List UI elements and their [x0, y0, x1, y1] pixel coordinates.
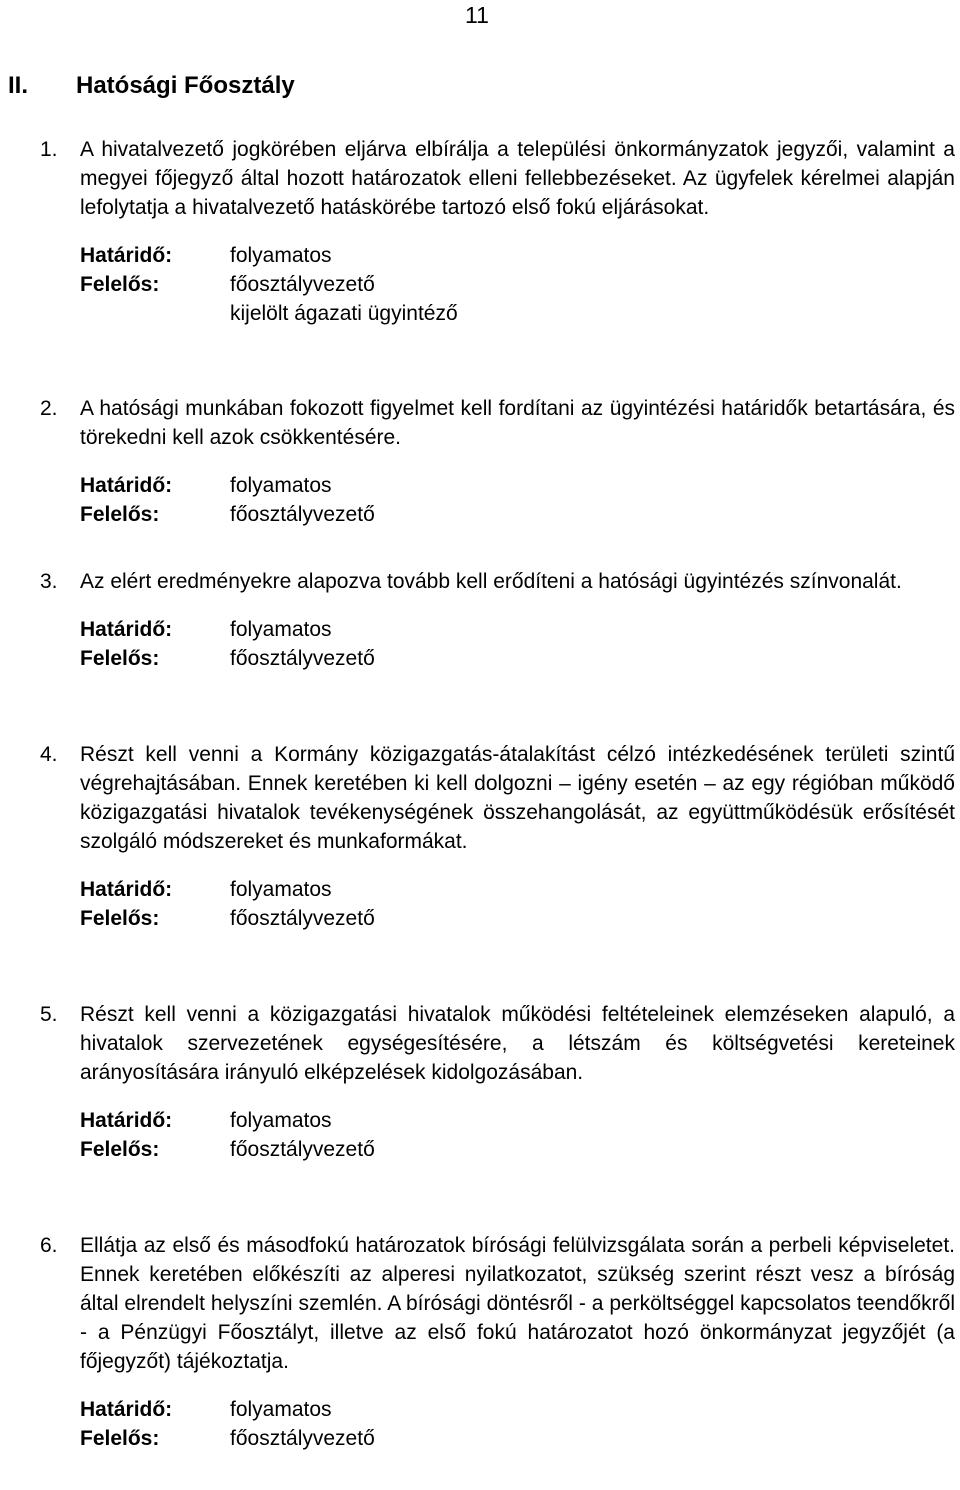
item-meta [80, 615, 955, 673]
item-number: 6. [40, 1234, 58, 1257]
responsible-row [80, 904, 955, 933]
responsible-value: főosztályvezető [230, 907, 375, 930]
section-title: Hatósági Főosztály [76, 72, 295, 99]
item-text: A hatósági munkában fokozott figyelmet kell fordítani az ügyintézési határidők betartására, és törekedni kell azok csökkentésére. [80, 397, 955, 449]
item-number: 5. [40, 1003, 58, 1026]
responsible-row-2 [80, 299, 955, 328]
responsible-label: Felelős: [80, 907, 160, 930]
responsible-label: Felelős: [80, 1138, 160, 1161]
item-meta [80, 1395, 955, 1453]
list-item [40, 567, 955, 673]
responsible-value: főosztályvezető [230, 1138, 375, 1161]
list-item [40, 1231, 955, 1453]
deadline-label: Határidő: [80, 1109, 173, 1132]
responsible-row [80, 1424, 955, 1453]
section-roman-numeral: II. [8, 72, 29, 99]
deadline-label: Határidő: [80, 1398, 173, 1421]
item-meta [80, 875, 955, 933]
deadline-label: Határidő: [80, 474, 173, 497]
item-number: 2. [40, 397, 58, 420]
deadline-value: folyamatos [230, 1109, 332, 1132]
item-meta [80, 471, 955, 529]
page-number: 11 [465, 2, 489, 28]
responsible-value: főosztályvezető [230, 1427, 375, 1450]
deadline-row [80, 1395, 955, 1424]
responsible-value-2: kijelölt ágazati ügyintéző [230, 302, 458, 325]
responsible-label: Felelős: [80, 1427, 160, 1450]
responsible-row [80, 270, 955, 299]
item-text: A hivatalvezető jogkörében eljárva elbírálja a települési önkormányzatok jegyzői, valamint a megyei főjegyző által hozott határozatok elleni fellebbezéseket. Az ügyfelek kérelmei alapján lefolytatja a hivatalvezető hatáskörébe tartozó első fokú eljárásokat. [80, 138, 955, 219]
deadline-row [80, 471, 955, 500]
responsible-label: Felelős: [80, 503, 160, 526]
responsible-label: Felelős: [80, 647, 160, 670]
deadline-value: folyamatos [230, 618, 332, 641]
deadline-value: folyamatos [230, 1398, 332, 1421]
responsible-row [80, 1135, 955, 1164]
item-number: 3. [40, 570, 58, 593]
deadline-label: Határidő: [80, 244, 173, 267]
item-number: 1. [40, 138, 58, 161]
deadline-label: Határidő: [80, 618, 173, 641]
item-text: Ellátja az első és másodfokú határozatok bírósági felülvizsgálata során a perbeli képviseletet. Ennek keretében előkészíti az alperesi nyilatkozatot, szükség szerint részt vesz a bíróság által elrendelt helyszíni szemlén. A bírósági döntésről - a perköltséggel kapcsolatos teendőkről - a Pénzügyi Főosztályt, illetve az első fokú határozatot hozó önkormányzat jegyzőjét (a főjegyzőt) tájékoztatja. [80, 1234, 955, 1373]
responsible-row [80, 500, 955, 529]
item-meta [80, 241, 955, 328]
responsible-value: főosztályvezető [230, 647, 375, 670]
list-item [40, 740, 955, 933]
item-meta [80, 1106, 955, 1164]
deadline-row [80, 615, 955, 644]
deadline-row [80, 875, 955, 904]
deadline-row [80, 1106, 955, 1135]
item-text: Részt kell venni a Kormány közigazgatás-átalakítást célzó intézkedésének területi szintű végrehajtásában. Ennek keretében ki kell dolgozni – igény esetén – az egy régióban működő közigazgatási hivatalok tevékenységének összehangolását, az együttműködésük erősítését szolgáló módszereket és munkaformákat. [80, 743, 955, 853]
deadline-row [80, 241, 955, 270]
responsible-row [80, 644, 955, 673]
list-item [40, 1000, 955, 1164]
deadline-label: Határidő: [80, 878, 173, 901]
item-number: 4. [40, 743, 58, 766]
responsible-value: főosztályvezető [230, 273, 375, 296]
deadline-value: folyamatos [230, 244, 332, 267]
deadline-value: folyamatos [230, 474, 332, 497]
responsible-label: Felelős: [80, 273, 160, 296]
item-text: Az elért eredményekre alapozva tovább kell erődíteni a hatósági ügyintézés színvonalát. [80, 570, 902, 593]
responsible-value: főosztályvezető [230, 503, 375, 526]
item-text: Részt kell venni a közigazgatási hivatalok működési feltételeinek elemzéseken alapuló, a hivatalok szervezetének egységesítésére, a létszám és költségvetési kereteinek arányosítására irányuló elképzelések kidolgozásában. [80, 1003, 955, 1084]
list-item [40, 394, 955, 529]
list-item [40, 135, 955, 328]
deadline-value: folyamatos [230, 878, 332, 901]
